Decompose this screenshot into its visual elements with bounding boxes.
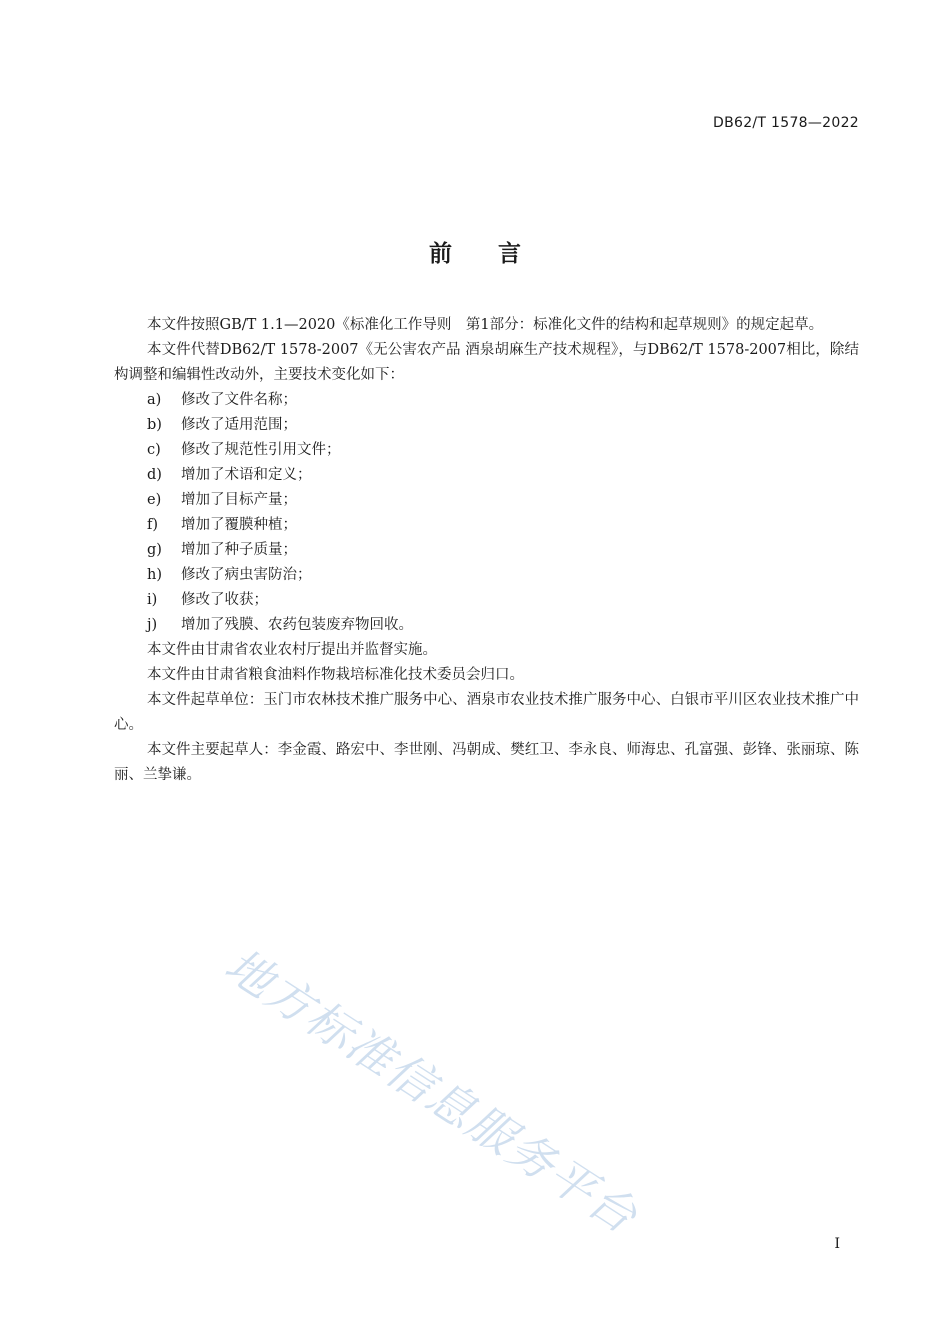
paragraph-committee: 本文件由甘肃省粮食油料作物栽培标准化技术委员会归口。: [147, 667, 524, 683]
list-item: [114, 488, 859, 513]
list-marker: i): [147, 592, 158, 608]
list-marker: j): [147, 617, 158, 633]
page-number: I: [834, 1236, 840, 1252]
list-text: 修改了病虫害防治；: [181, 567, 312, 583]
list-item: [114, 413, 859, 438]
list-marker: e): [147, 492, 162, 508]
list-text: 修改了文件名称；: [181, 392, 297, 408]
list-text: 修改了适用范围；: [181, 417, 297, 433]
list-text: 增加了覆膜种植；: [181, 517, 297, 533]
list-text: 增加了种子质量；: [181, 542, 297, 558]
title-part-1: 前: [429, 241, 452, 267]
list-item: [114, 388, 859, 413]
paragraph-replacement: 本文件代替DB62/T 1578-2007《无公害农产品 酒泉胡麻生产技术规程》，与DB62/T 1578-2007相比，除结构调整和编辑性改动外，主要技术变化如下：: [114, 342, 859, 383]
list-item: [114, 613, 859, 638]
list-marker: g): [147, 542, 162, 558]
list-item: [114, 463, 859, 488]
foreword-body: [114, 313, 859, 788]
list-text: 增加了目标产量；: [181, 492, 297, 508]
list-item: [114, 563, 859, 588]
document-code: DB62/T 1578—2022: [713, 115, 859, 131]
list-item: [114, 513, 859, 538]
paragraph-drafters: 本文件主要起草人：李金霞、路宏中、李世刚、冯朝成、樊红卫、李永良、师海忠、孔富强、彭锋、张丽琼、陈丽、兰挚谦。: [114, 742, 859, 783]
list-marker: a): [147, 392, 162, 408]
list-item: [114, 588, 859, 613]
list-text: 修改了规范性引用文件；: [181, 442, 341, 458]
list-marker: d): [147, 467, 162, 483]
list-text: 修改了收获；: [181, 592, 268, 608]
paragraph-drafting-units: 本文件起草单位：玉门市农林技术推广服务中心、酒泉市农业技术推广服务中心、白银市平川区农业技术推广中心。: [114, 692, 859, 733]
page-title: [0, 235, 950, 268]
paragraph-proposer: 本文件由甘肃省农业农村厅提出并监督实施。: [147, 642, 437, 658]
list-marker: f): [147, 517, 159, 533]
list-text: 增加了术语和定义；: [181, 467, 312, 483]
list-marker: b): [147, 417, 162, 433]
list-marker: c): [147, 442, 161, 458]
title-part-2: 言: [498, 241, 521, 267]
list-item: [114, 538, 859, 563]
list-item: [114, 438, 859, 463]
paragraph-drafting-rule: 本文件按照GB/T 1.1—2020《标准化工作导则 第1部分：标准化文件的结构和起草规则》的规定起草。: [147, 317, 824, 333]
list-text: 增加了残膜、农药包装废弃物回收。: [181, 617, 413, 633]
list-marker: h): [147, 567, 162, 583]
watermark: 地方标准信息服务平台: [215, 937, 648, 1245]
